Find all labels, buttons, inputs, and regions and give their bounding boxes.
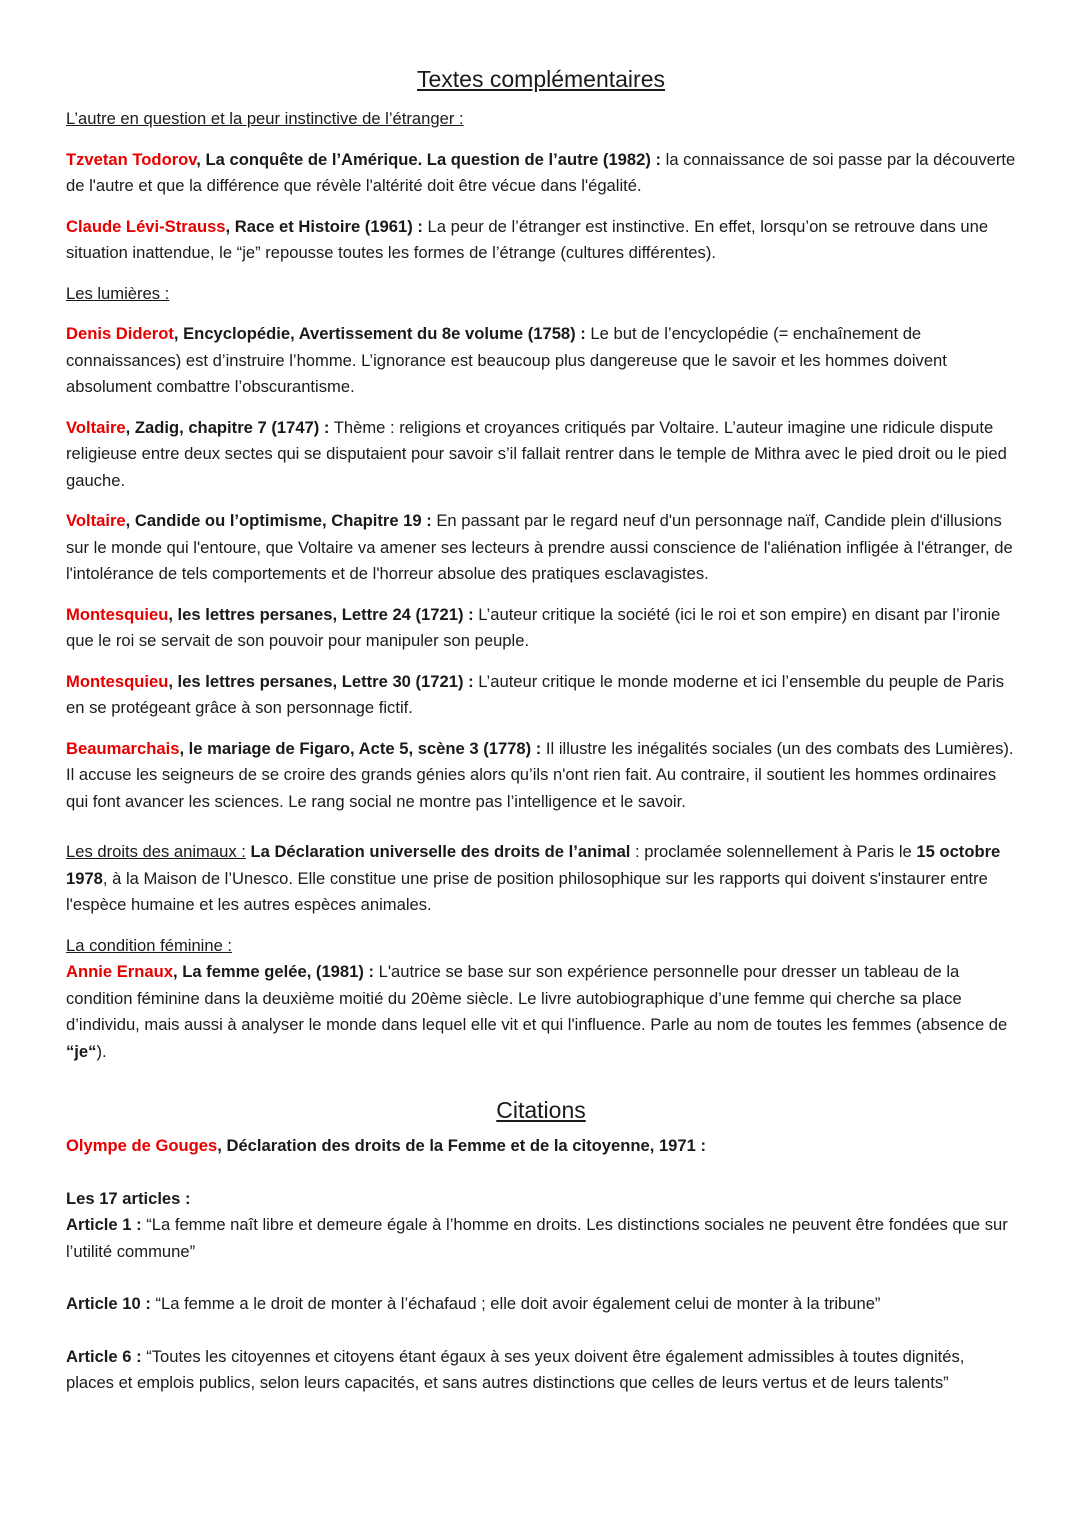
entry-droits-animaux	[66, 839, 1016, 919]
entry-text: L'autrice se base sur son expérience personnelle pour dresser un tableau de la condition féminine dans la deuxième moitié du 20ème siècle. Le livre autobiographique d’une femme qui cherche sa place d’individu, mais aussi à analyser le monde dans lequel elle vit et qui l'influence. Parle au nom de toutes les femmes (absence de	[66, 962, 1008, 1034]
author-name: Montesquieu	[66, 671, 169, 691]
article-6	[66, 1344, 1016, 1397]
entry-text: , à la Maison de l’Unesco. Elle constitue une prise de position philosophique sur les rapports qui doivent s'instaurer entre l'espèce humaine et les autres espèces animales.	[66, 868, 988, 914]
author-name: Beaumarchais	[66, 738, 180, 758]
entry-montesquieu-30	[66, 669, 1016, 722]
section-heading-animaux: Les droits des animaux :	[66, 842, 246, 861]
article-10	[66, 1291, 1016, 1318]
entry-levi-strauss	[66, 214, 1016, 267]
articles-block	[66, 1186, 1016, 1266]
work-title: , les lettres persanes, Lettre 30 (1721) :	[168, 671, 474, 691]
author-name: Denis Diderot	[66, 324, 174, 343]
article-text: “La femme a le droit de monter à l’échafaud ; elle doit avoir également celui de monter à la tribune”	[150, 1294, 881, 1313]
entry-voltaire-zadig	[66, 415, 1016, 495]
citations-title: Citations	[496, 1097, 586, 1123]
article-text: “La femme naît libre et demeure égale à l’homme en droits. Les distinctions sociales ne peuvent être fondées que sur l’utilité commune”	[66, 1215, 1008, 1261]
entry-condition-feminine	[66, 933, 1016, 1066]
citation-source	[66, 1133, 1016, 1160]
section-heading-autre: L’autre en question et la peur instinctive de l’étranger :	[66, 109, 464, 128]
entry-text: ).	[96, 1041, 107, 1061]
work-title: , Zadig, chapitre 7 (1747) :	[125, 417, 330, 437]
entry-text: Le but de l’encyclopédie (= enchaînement de connaissances) est d’instruire l’homme. L’ignorance est beaucoup plus dangereuse que le savoir et les hommes doivent absolument combattre l’obscurantisme.	[66, 324, 947, 396]
spacer	[66, 1079, 1016, 1095]
author-name: Claude Lévi-Strauss	[66, 216, 226, 236]
work-title: , Déclaration des droits de la Femme et de la citoyenne, 1971 :	[217, 1136, 707, 1155]
work-title: , Candide ou l’optimisme, Chapitre 19 :	[125, 511, 432, 530]
article-label: Article 10 :	[66, 1294, 151, 1313]
work-title: , les lettres persanes, Lettre 24 (1721) :	[168, 604, 474, 624]
author-name: Voltaire	[66, 511, 126, 530]
entry-text: L’auteur critique la société (ici le roi et son empire) en disant par l’ironie que le roi se servait de son pouvoir pour manipuler son peuple.	[66, 604, 1001, 650]
work-title: , le mariage de Figaro, Acte 5, scène 3 (1778) :	[179, 738, 542, 758]
author-name: Annie Ernaux	[66, 962, 173, 981]
article-label: Article 1 :	[66, 1215, 142, 1234]
entry-text: la connaissance de soi passe par la découverte de l'autre et que la différence que révèle l'altérité doit être vécue dans l'égalité.	[66, 149, 1016, 195]
spacer	[66, 829, 1016, 839]
entry-text: Il illustre les inégalités sociales (un des combats des Lumières). Il accuse les seigneurs de se croire des grands génies alors qu’ils n'ont rien fait. Au contraire, il soutient les hommes ordinaires qui font avancer les sciences. Le rang social ne montre pas l’intelligence et le savoir.	[66, 738, 1014, 811]
entry-emphasis: “je“	[66, 1041, 97, 1061]
entry-text: Thème : religions et croyances critiqués par Voltaire. L’auteur imagine une ridicule dispute religieuse entre deux sectes qui se disputaient pour savoir s’il fallait rentrer dans le temple de Mithra avec le pied droit ou le pied gauche.	[66, 417, 1007, 490]
entry-date: 15 octobre 1978	[66, 842, 1001, 888]
work-title: , Race et Histoire (1961) :	[225, 216, 423, 236]
section-heading-lumieres: Les lumières :	[66, 283, 170, 303]
work-title: , La femme gelée, (1981) :	[172, 962, 375, 981]
article-text: “Toutes les citoyennes et citoyens étant égaux à ses yeux doivent être également admissibles à toutes dignités, places et emplois publics, selon leurs capacités, et sans autres distinctions que celles de leurs vertus et de leurs talents”	[66, 1346, 965, 1392]
author-name: Olympe de Gouges	[66, 1136, 218, 1155]
entry-text: La peur de l’étranger est instinctive. En effet, lorsqu’on se retrouve dans une situation inattendue, le “je” repousse toutes les formes de l’étrange (cultures différentes).	[66, 216, 989, 262]
entry-text: : proclamée solennellement à Paris le	[630, 842, 917, 861]
author-name: Montesquieu	[66, 604, 169, 624]
entry-montesquieu-24	[66, 602, 1016, 655]
work-title: , La conquête de l’Amérique. La question de l’autre (1982) :	[196, 149, 662, 169]
page-title: Textes complémentaires	[417, 66, 665, 92]
entry-beaumarchais	[66, 736, 1016, 816]
entry-text: L’auteur critique le monde moderne et ici l’ensemble du peuple de Paris en se protégeant grâce à son personnage fictif.	[66, 671, 1005, 717]
work-title: , Encyclopédie, Avertissement du 8e volume (1758) :	[173, 324, 586, 343]
author-name: Voltaire	[66, 417, 126, 437]
section-heading-feminine: La condition féminine :	[66, 935, 233, 955]
article-label: Article 6 :	[66, 1346, 142, 1366]
articles-label: Les 17 articles :	[66, 1188, 191, 1208]
entry-todorov	[66, 147, 1016, 200]
entry-voltaire-candide	[66, 508, 1016, 588]
entry-text: En passant par le regard neuf d'un personnage naïf, Candide plein d'illusions sur le monde qui l'entoure, que Voltaire va amener ses lecteurs à prendre aussi conscience de l'aliénation infligée à l'étranger, de l'intolérance de tels comportements et de l'horreur absolue des pratiques esclavagistes.	[66, 511, 1013, 583]
entry-diderot	[66, 321, 1016, 401]
author-name: Tzvetan Todorov	[66, 149, 197, 169]
work-title: La Déclaration universelle des droits de l’animal	[245, 842, 631, 861]
